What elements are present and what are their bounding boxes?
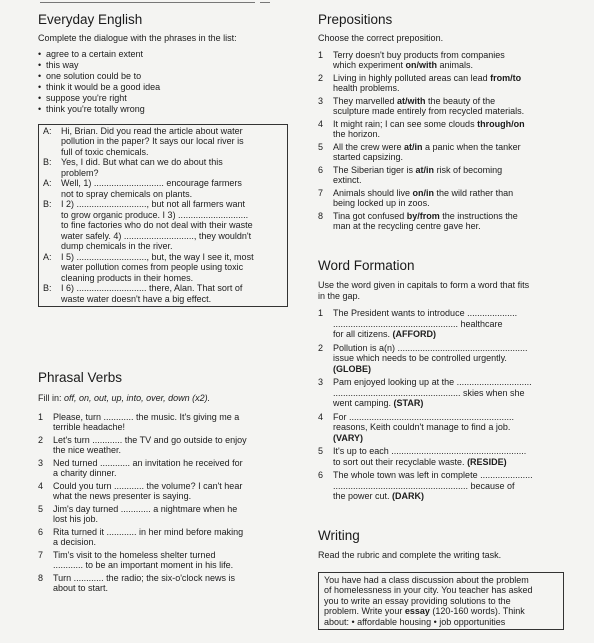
preposition-item bbox=[318, 142, 564, 163]
item-text-part: which experiment bbox=[333, 60, 406, 70]
preposition-item bbox=[318, 50, 564, 71]
item-text-part: Terry doesn't buy products from companies bbox=[333, 49, 505, 60]
speaker-label: B: bbox=[43, 283, 52, 293]
item-line: Jim's day turned ............ a nightmare when he bbox=[53, 503, 238, 514]
phrase-item: • think it would be a good idea bbox=[38, 82, 288, 93]
dialogue-line: I 2) ............................, but not all farmers want bbox=[61, 199, 246, 209]
item-number: 6 bbox=[38, 526, 44, 537]
dialogue-text bbox=[61, 178, 283, 199]
prepositions-items bbox=[318, 50, 564, 232]
item-line bbox=[333, 96, 564, 107]
key-word: (GLOBE) bbox=[333, 363, 371, 374]
item-text bbox=[53, 504, 288, 525]
item-line: Pollution is a(n) .................................................... bbox=[333, 342, 528, 353]
item-text-part: All the crew were bbox=[333, 141, 405, 152]
item-line bbox=[333, 106, 564, 117]
preposition-choice[interactable]: at/in bbox=[415, 164, 435, 175]
item-text-part: for all citizens. bbox=[333, 329, 393, 339]
item-text-part: issue which needs to be controlled urgently. bbox=[333, 353, 507, 363]
word-formation-item bbox=[318, 412, 564, 444]
item-text-part: the wild rather than bbox=[434, 187, 514, 198]
phrasal-verb-item bbox=[38, 481, 288, 502]
item-text bbox=[333, 73, 564, 94]
item-line bbox=[333, 73, 564, 84]
phrasal-verbs-items bbox=[38, 412, 288, 594]
item-line: Ned turned ............ an invitation he received for bbox=[53, 457, 243, 468]
item-line: The President wants to introduce .................... bbox=[333, 308, 518, 318]
item-line bbox=[333, 83, 564, 94]
writing-rubric-box bbox=[318, 572, 564, 631]
item-line: what the news presenter is saying. bbox=[53, 491, 192, 501]
item-line bbox=[333, 457, 564, 468]
rubric-line-end: (120-160 words). Think bbox=[429, 606, 525, 616]
phrase-item: • this way bbox=[38, 60, 288, 71]
dialogue-text bbox=[61, 126, 283, 158]
rubric-line: You have had a class discussion about the problem bbox=[324, 574, 529, 585]
item-number: 5 bbox=[318, 141, 324, 152]
preposition-item bbox=[318, 96, 564, 117]
item-line bbox=[333, 188, 564, 199]
item-text-part: a panic when the tanker bbox=[422, 141, 521, 152]
writing-section bbox=[318, 528, 564, 630]
everyday-english-title: Everyday English bbox=[38, 12, 143, 27]
item-line: Tim's visit to the homeless shelter turned bbox=[53, 549, 216, 560]
phrasal-verb-item bbox=[38, 550, 288, 571]
preposition-choice[interactable]: by/from bbox=[406, 210, 440, 221]
item-line: the nice weather. bbox=[53, 445, 122, 455]
rubric-line-start: problem. Write your bbox=[324, 606, 405, 616]
dialogue-box bbox=[38, 124, 288, 308]
item-text-part: extinct. bbox=[333, 175, 362, 185]
item-text bbox=[53, 412, 288, 433]
writing-instruction: Read the rubric and complete the writing task. bbox=[318, 550, 502, 560]
dialogue-turn bbox=[43, 126, 283, 158]
item-text bbox=[53, 573, 288, 594]
item-number: 1 bbox=[318, 49, 324, 60]
prepositions-section bbox=[318, 12, 564, 234]
item-text-part: the instructions the bbox=[439, 210, 518, 221]
item-number: 3 bbox=[38, 457, 44, 468]
item-text bbox=[53, 550, 288, 571]
item-line: Could you turn ............ the volume? I can't hear bbox=[53, 480, 243, 491]
phrasal-verb-item bbox=[38, 527, 288, 548]
preposition-choice[interactable]: at/with bbox=[397, 95, 426, 106]
item-line: Rita turned it ............ in her mind before making bbox=[53, 526, 244, 537]
item-line: Pam enjoyed looking up at the .............................. bbox=[333, 377, 532, 387]
item-line: a decision. bbox=[53, 537, 97, 547]
preposition-choice[interactable]: on/in bbox=[412, 187, 435, 198]
preposition-item bbox=[318, 211, 564, 232]
dialogue-line: cleaning products in their homes. bbox=[61, 272, 194, 283]
phrasal-verb-item bbox=[38, 573, 288, 594]
preposition-item bbox=[318, 73, 564, 94]
dialogue-line: Yes, I did. But what can we do about this bbox=[61, 157, 223, 167]
item-line bbox=[333, 319, 564, 330]
item-text bbox=[333, 470, 564, 502]
item-text-part: .................................................. healthcare bbox=[333, 318, 503, 329]
dialogue-line: pollution in the paper? It says our local river is bbox=[61, 136, 244, 146]
item-line bbox=[333, 50, 564, 61]
item-text-part: to sort out their recyclable waste. bbox=[333, 456, 468, 467]
rubric-about-line: about: • affordable housing • job opportunities bbox=[324, 616, 506, 627]
item-line: terrible headache! bbox=[53, 422, 126, 432]
item-text bbox=[333, 119, 564, 140]
item-text-part: reasons, Keith couldn't manage to find a job. bbox=[333, 422, 511, 432]
rubric-essay-keyword: essay bbox=[404, 606, 430, 616]
key-word: (AFFORD) bbox=[392, 329, 437, 339]
item-text bbox=[333, 50, 564, 71]
speaker-label: B: bbox=[43, 157, 52, 167]
item-line bbox=[333, 129, 564, 140]
item-line bbox=[333, 211, 564, 222]
item-line: about to start. bbox=[53, 583, 109, 593]
phrasal-verb-item bbox=[38, 435, 288, 456]
item-text bbox=[333, 142, 564, 163]
item-number: 8 bbox=[38, 572, 44, 583]
item-line bbox=[333, 388, 564, 399]
everyday-english-instruction: Complete the dialogue with the phrases in the list: bbox=[38, 33, 237, 43]
item-line bbox=[333, 433, 564, 444]
word-formation-section bbox=[318, 258, 564, 505]
item-line bbox=[333, 221, 564, 232]
phrase-item: • suppose you're right bbox=[38, 93, 288, 104]
item-number: 5 bbox=[318, 446, 324, 456]
item-line bbox=[333, 152, 564, 163]
speaker-label: A: bbox=[43, 251, 52, 262]
item-number: 2 bbox=[318, 342, 324, 353]
item-number: 4 bbox=[318, 411, 324, 422]
word-formation-item bbox=[318, 446, 564, 467]
item-line bbox=[333, 481, 564, 492]
item-line bbox=[333, 119, 564, 130]
item-number: 4 bbox=[38, 480, 44, 491]
item-number: 1 bbox=[318, 308, 324, 318]
item-line: Turn ............ the radio; the six-o'clock news is bbox=[53, 572, 235, 583]
item-text-part: man at the recycling centre gave her. bbox=[333, 221, 481, 231]
item-line bbox=[333, 329, 564, 340]
item-text bbox=[333, 446, 564, 467]
phrasal-verb-item bbox=[38, 504, 288, 525]
word-formation-items bbox=[318, 308, 564, 502]
preposition-choice[interactable]: from/to bbox=[490, 72, 522, 83]
word-formation-instruction bbox=[318, 280, 564, 301]
dialogue-text bbox=[61, 283, 283, 304]
item-text-part: being locked up in zoos. bbox=[333, 198, 430, 208]
item-text-part: The Siberian tiger is bbox=[333, 164, 416, 175]
dialogue-text bbox=[61, 252, 283, 284]
item-line bbox=[333, 491, 564, 502]
item-text-part: risk of becoming bbox=[434, 164, 503, 175]
item-number: 3 bbox=[318, 95, 324, 106]
item-number: 5 bbox=[38, 503, 44, 514]
item-text-part: the power cut. bbox=[333, 491, 393, 501]
phrasal-verbs-instruction-prefix: Fill in: bbox=[38, 393, 65, 403]
speaker-label: A: bbox=[43, 178, 52, 188]
item-line bbox=[333, 142, 564, 153]
dialogue-line: water pollution comes from people using toxic bbox=[61, 262, 244, 272]
dialogue-turn bbox=[43, 157, 283, 178]
item-line: ............ to be an important moment in his life. bbox=[53, 560, 234, 570]
word-formation-title: Word Formation bbox=[318, 258, 415, 273]
item-number: 6 bbox=[318, 164, 324, 175]
preposition-item bbox=[318, 165, 564, 186]
item-line: Please, turn ............ the music. It's giving me a bbox=[53, 411, 240, 422]
key-word: (DARK) bbox=[392, 491, 425, 501]
item-text-part: animals. bbox=[437, 60, 474, 70]
item-text-part: Animals should live bbox=[333, 187, 413, 198]
dialogue-line: Hi, Brian. Did you read the article about water bbox=[61, 125, 243, 136]
everyday-english-section bbox=[38, 12, 288, 307]
item-number: 8 bbox=[318, 210, 324, 221]
rubric-line: you to write an essay providing solutions to the bbox=[324, 595, 511, 606]
dialogue-line: Well, 1) ............................ encourage farmers bbox=[61, 178, 242, 188]
item-text-part: It might rain; I can see some clouds bbox=[333, 118, 478, 129]
item-number: 2 bbox=[318, 72, 324, 83]
item-text bbox=[53, 527, 288, 548]
item-text-part: ................................................... skies when she bbox=[333, 387, 525, 398]
dialogue-line: waste water doesn't have a big effect. bbox=[61, 293, 212, 304]
word-formation-item bbox=[318, 377, 564, 409]
item-text bbox=[333, 377, 564, 409]
dialogue-line: not to spray chemicals on plants. bbox=[61, 188, 193, 199]
item-text-part: started capsizing. bbox=[333, 152, 404, 162]
phrasal-verb-item bbox=[38, 458, 288, 479]
word-formation-instruction-line: Use the word given in capitals to form a word that fits bbox=[318, 280, 530, 290]
word-formation-instruction-line: in the gap. bbox=[318, 290, 361, 301]
writing-title: Writing bbox=[318, 528, 360, 543]
phrasal-verbs-instruction bbox=[38, 393, 288, 404]
phrase-item: • think you're totally wrong bbox=[38, 104, 288, 115]
key-word: (VARY) bbox=[333, 432, 363, 443]
preposition-choice[interactable]: at/in bbox=[404, 141, 423, 152]
item-line bbox=[333, 198, 564, 209]
item-line bbox=[333, 165, 564, 176]
item-text-part: health problems. bbox=[333, 83, 400, 93]
item-number: 4 bbox=[318, 118, 324, 129]
item-text-part: They marvelled bbox=[333, 95, 398, 106]
item-text bbox=[333, 343, 564, 375]
item-line: a charity dinner. bbox=[53, 468, 117, 478]
item-text bbox=[333, 96, 564, 117]
word-formation-item bbox=[318, 343, 564, 375]
rubric-line: of homelessness in your city. You teacher has asked bbox=[324, 585, 533, 595]
item-text bbox=[53, 481, 288, 502]
item-number: 1 bbox=[38, 411, 44, 422]
item-text bbox=[333, 211, 564, 232]
item-line: Let's turn ............ the TV and go outside to enjoy bbox=[53, 434, 247, 445]
prepositions-title: Prepositions bbox=[318, 12, 393, 27]
item-text bbox=[53, 435, 288, 456]
top-rule-dash bbox=[260, 2, 270, 3]
item-text bbox=[53, 458, 288, 479]
item-text bbox=[333, 188, 564, 209]
item-line bbox=[333, 398, 564, 409]
item-number: 7 bbox=[38, 549, 44, 560]
phrasal-verbs-section bbox=[38, 370, 288, 596]
item-line: It's up to each ...................................................... bbox=[333, 446, 527, 456]
key-word: (STAR) bbox=[393, 398, 424, 408]
item-line bbox=[333, 364, 564, 375]
item-text-part: Tina got confused bbox=[333, 210, 407, 221]
item-number: 7 bbox=[318, 187, 324, 198]
item-text-part: went camping. bbox=[333, 398, 394, 408]
item-line bbox=[333, 422, 564, 433]
preposition-item bbox=[318, 188, 564, 209]
phrasal-verbs-word-list: off, on, out, up, into, over, down (x2). bbox=[64, 393, 211, 403]
top-rule bbox=[40, 2, 255, 3]
item-number: 6 bbox=[318, 470, 324, 480]
phrase-list bbox=[38, 49, 288, 115]
dialogue-text bbox=[61, 157, 283, 178]
item-text-part: sculpture made entirely from recycled materials. bbox=[333, 106, 525, 116]
key-word: (RESIDE) bbox=[467, 456, 507, 467]
item-number: 2 bbox=[38, 434, 44, 445]
item-text bbox=[333, 412, 564, 444]
dialogue-line: problem? bbox=[61, 167, 99, 178]
preposition-choice[interactable]: on/with bbox=[405, 60, 438, 70]
item-line bbox=[333, 353, 564, 364]
item-text-part: the beauty of the bbox=[425, 95, 496, 106]
phrase-item: • agree to a certain extent bbox=[38, 49, 288, 60]
dialogue-line: full of toxic chemicals. bbox=[61, 146, 149, 157]
word-formation-item bbox=[318, 308, 564, 340]
item-line bbox=[333, 175, 564, 186]
dialogue-text bbox=[61, 199, 283, 252]
item-text-part: the horizon. bbox=[333, 129, 381, 139]
dialogue-line: I 5) ............................, but, the way I see it, most bbox=[61, 251, 254, 262]
item-number: 3 bbox=[318, 377, 324, 387]
phrase-item: • one solution could be to bbox=[38, 71, 288, 82]
phrasal-verb-item bbox=[38, 412, 288, 433]
dialogue-line: water safely. 4) ............................, they wouldn't bbox=[61, 230, 252, 241]
item-line: For .................................................................. bbox=[333, 411, 515, 422]
preposition-choice[interactable]: through/on bbox=[477, 118, 525, 129]
dialogue-line: to grow organic produce. I 3) ............................ bbox=[61, 209, 249, 220]
speaker-label: A: bbox=[43, 125, 52, 136]
rubric-line bbox=[324, 606, 558, 617]
word-formation-item bbox=[318, 470, 564, 502]
dialogue-line: I 6) ............................ there, Alan. That sort of bbox=[61, 283, 243, 293]
prepositions-instruction: Choose the correct preposition. bbox=[318, 33, 444, 43]
dialogue-turn bbox=[43, 199, 283, 252]
item-line bbox=[333, 60, 564, 71]
phrasal-verbs-title: Phrasal Verbs bbox=[38, 370, 123, 385]
item-line: lost his job. bbox=[53, 514, 99, 524]
dialogue-turn bbox=[43, 283, 283, 304]
dialogue-turn bbox=[43, 252, 283, 284]
item-text bbox=[333, 308, 564, 340]
dialogue-turn bbox=[43, 178, 283, 199]
item-line: The whole town was left in complete ..................... bbox=[333, 470, 533, 480]
dialogue-line: dump chemicals in the river. bbox=[61, 241, 173, 251]
item-text bbox=[333, 165, 564, 186]
preposition-item bbox=[318, 119, 564, 140]
dialogue-line: to fine factories who do not deal with their waste bbox=[61, 220, 253, 230]
item-text-part: Living in highly polluted areas can lead bbox=[333, 72, 491, 83]
speaker-label: B: bbox=[43, 199, 52, 209]
item-text-part: ...................................................... because of bbox=[333, 480, 515, 491]
